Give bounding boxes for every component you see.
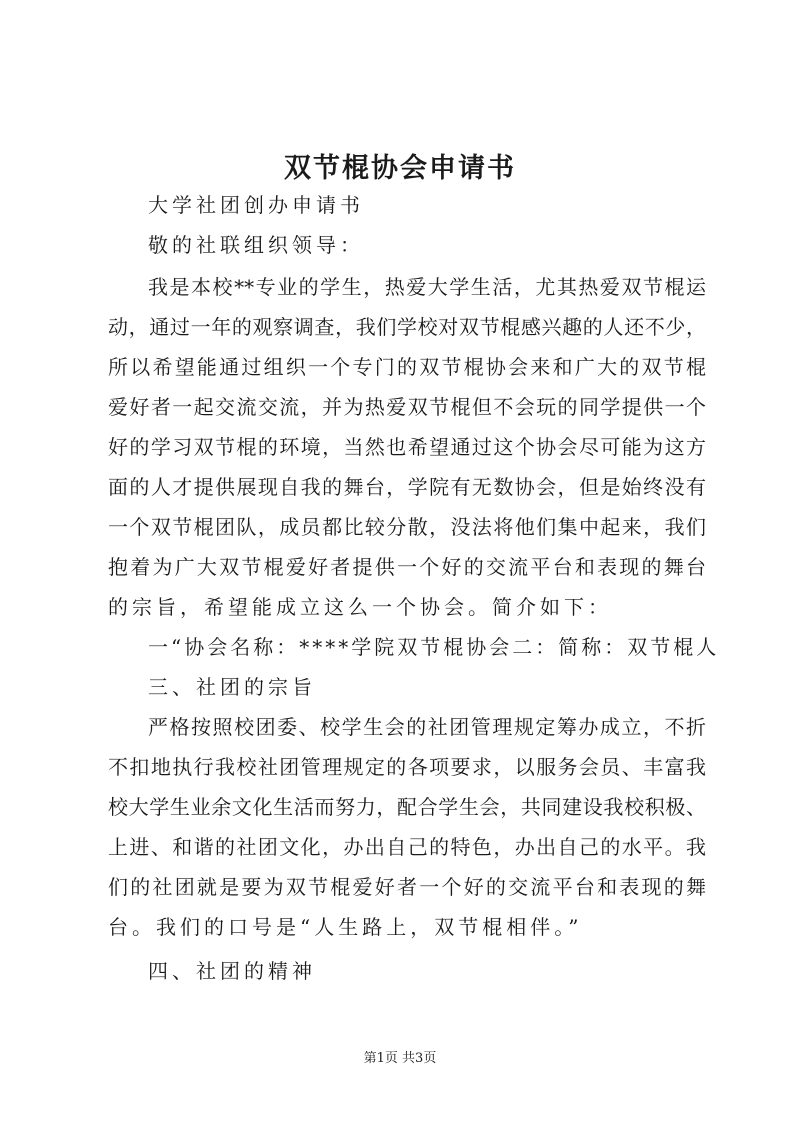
paragraph-line: 一“协会名称：****学院双节棍协会二：简称：双节棍人 [148, 635, 720, 659]
paragraph-line: 上进、和谐的社团文化，办出自己的特色，办出自己的水平。我 [108, 835, 706, 859]
paragraph-line: 一个双节棍团队，成员都比较分散，没法将他们集中起来，我们 [108, 515, 706, 539]
paragraph-line: 好的学习双节棍的环境，当然也希望通过这个协会尽可能为这方 [108, 435, 706, 459]
paragraph-line: 不扣地执行我校社团管理规定的各项要求，以服务会员、丰富我 [108, 755, 706, 779]
paragraph-line: 的宗旨，希望能成立这么一个协会。简介如下： [108, 595, 612, 619]
paragraph-line: 抱着为广大双节棍爱好者提供一个好的交流平台和表现的舞台 [108, 555, 706, 579]
paragraph-line: 爱好者一起交流交流，并为热爱双节棍但不会玩的同学提供一个 [108, 395, 706, 419]
paragraph-line: 大学社团创办申请书 [148, 193, 364, 217]
paragraph-line: 面的人才提供展现自我的舞台，学院有无数协会，但是始终没有 [108, 475, 706, 499]
page-footer: 第1页 共3页 [363, 1051, 437, 1066]
document-title: 双节棍协会申请书 [284, 153, 516, 184]
paragraph-line: 台。我们的口号是“人生路上，双节棍相伴。” [108, 915, 583, 939]
section-heading: 四、社团的精神 [148, 959, 316, 983]
paragraph-line: 们的社团就是要为双节棍爱好者一个好的交流平台和表现的舞 [108, 875, 706, 899]
paragraph-line: 我是本校**专业的学生，热爱大学生活，尤其热爱双节棍运 [148, 275, 706, 299]
paragraph-line: 严格按照校团委、校学生会的社团管理规定筹办成立，不折 [148, 715, 706, 739]
salutation: 敬的社联组织领导： [148, 233, 364, 257]
paragraph-line: 动，通过一年的观察调查，我们学校对双节棍感兴趣的人还不少， [108, 315, 706, 339]
section-heading: 三、社团的宗旨 [148, 675, 316, 699]
paragraph-line: 所以希望能通过组织一个专门的双节棍协会来和广大的双节棍 [108, 355, 706, 379]
paragraph-line: 校大学生业余文化生活而努力，配合学生会，共同建设我校积极、 [108, 795, 706, 819]
